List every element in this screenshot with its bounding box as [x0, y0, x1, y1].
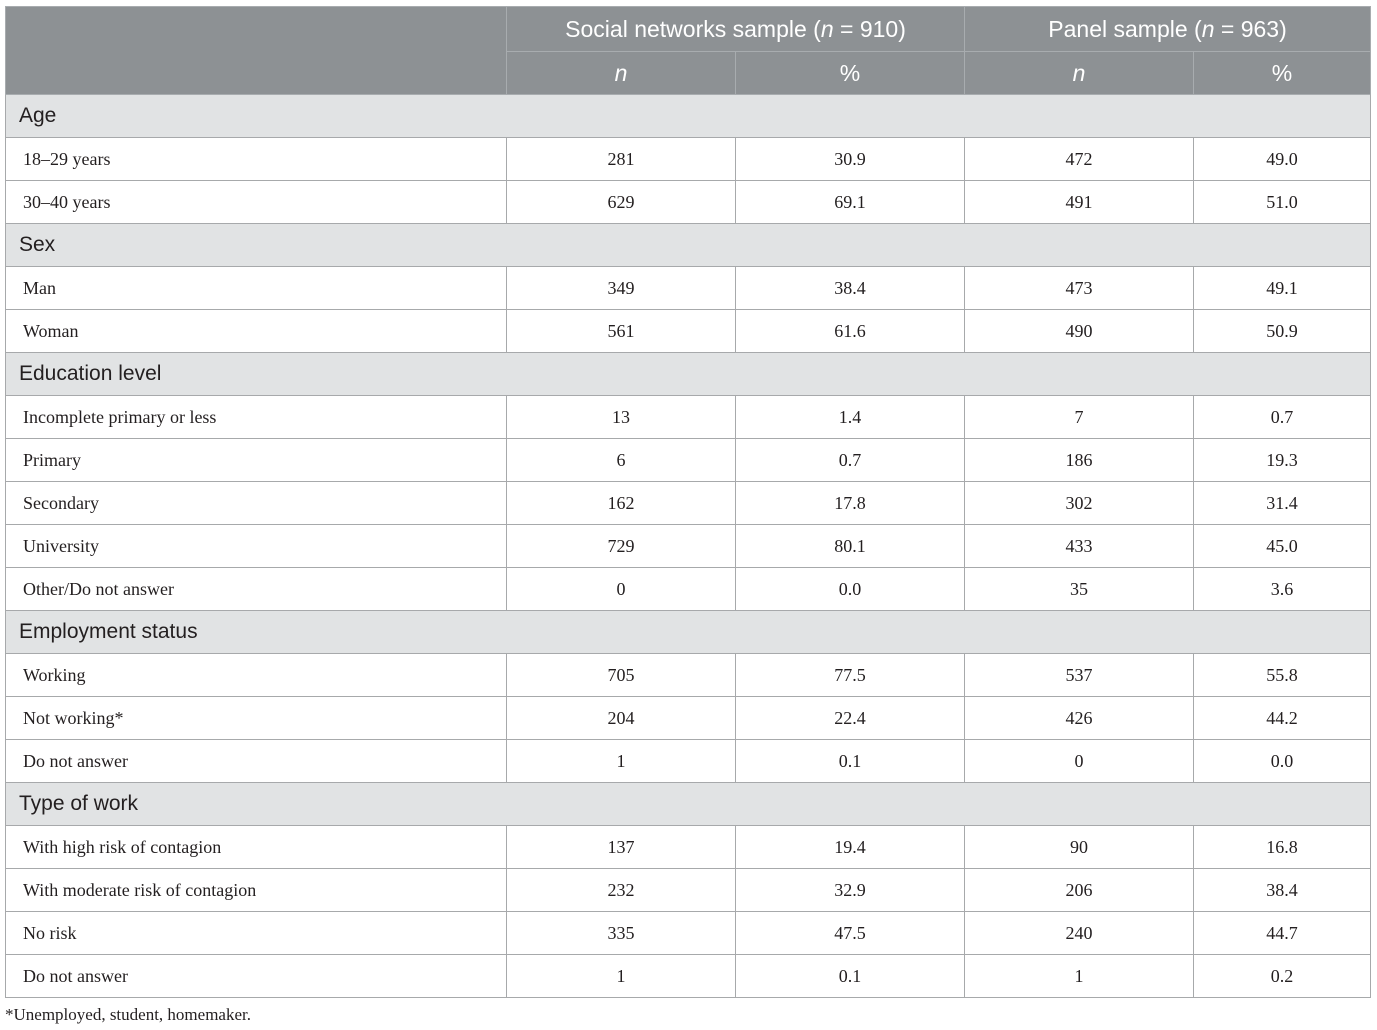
cell-panel-percent: 49.1: [1194, 267, 1371, 310]
cell-social-n: 6: [507, 439, 736, 482]
table-row: [6, 439, 1371, 482]
cell-social-percent: 32.9: [736, 869, 965, 912]
table-row: [6, 181, 1371, 224]
row-label: Incomplete primary or less: [6, 396, 507, 439]
cell-social-n: 281: [507, 138, 736, 181]
row-label: 30–40 years: [6, 181, 507, 224]
cell-social-percent: 0.7: [736, 439, 965, 482]
row-label: Secondary: [6, 482, 507, 525]
table-row: [6, 568, 1371, 611]
cell-panel-n: 1: [965, 955, 1194, 998]
table-row: [6, 310, 1371, 353]
table-row: [6, 740, 1371, 783]
table-row: [6, 396, 1371, 439]
cell-panel-n: 491: [965, 181, 1194, 224]
section-header-row: [6, 783, 1371, 826]
table-footnote: *Unemployed, student, homemaker.: [5, 1005, 251, 1024]
section-header-row: [6, 353, 1371, 396]
cell-panel-n: 433: [965, 525, 1194, 568]
section-title: Education level: [6, 353, 1371, 396]
group2-n-symbol: n: [1201, 15, 1215, 42]
cell-social-percent: 38.4: [736, 267, 965, 310]
cell-social-n: 0: [507, 568, 736, 611]
cell-panel-n: 490: [965, 310, 1194, 353]
demographics-table: [5, 6, 1371, 998]
cell-social-percent: 1.4: [736, 396, 965, 439]
row-label: Woman: [6, 310, 507, 353]
cell-panel-n: 537: [965, 654, 1194, 697]
table-row: [6, 654, 1371, 697]
cell-panel-percent: 3.6: [1194, 568, 1371, 611]
table-row: [6, 482, 1371, 525]
table-row: [6, 525, 1371, 568]
header-group-social-networks: [507, 7, 965, 52]
cell-panel-percent: 0.7: [1194, 396, 1371, 439]
section-header-row: [6, 95, 1371, 138]
cell-social-percent: 77.5: [736, 654, 965, 697]
subheader-panel-n: n: [965, 52, 1194, 95]
section-title: Sex: [6, 224, 1371, 267]
table-row: [6, 697, 1371, 740]
cell-panel-n: 206: [965, 869, 1194, 912]
cell-social-percent: 22.4: [736, 697, 965, 740]
row-label: Other/Do not answer: [6, 568, 507, 611]
cell-social-n: 335: [507, 912, 736, 955]
row-label: Do not answer: [6, 955, 507, 998]
subheader-social-n: n: [507, 52, 736, 95]
cell-panel-percent: 31.4: [1194, 482, 1371, 525]
row-label: With high risk of contagion: [6, 826, 507, 869]
cell-social-percent: 47.5: [736, 912, 965, 955]
cell-panel-percent: 16.8: [1194, 826, 1371, 869]
cell-social-n: 1: [507, 955, 736, 998]
row-label: Not working*: [6, 697, 507, 740]
row-label: Man: [6, 267, 507, 310]
cell-social-n: 204: [507, 697, 736, 740]
table-row: [6, 912, 1371, 955]
cell-social-percent: 19.4: [736, 826, 965, 869]
row-label: With moderate risk of contagion: [6, 869, 507, 912]
table-row: [6, 869, 1371, 912]
cell-social-percent: 61.6: [736, 310, 965, 353]
table-header: [6, 7, 1371, 95]
cell-social-n: 561: [507, 310, 736, 353]
header-row-groups: [6, 7, 1371, 52]
row-label: 18–29 years: [6, 138, 507, 181]
cell-panel-percent: 44.7: [1194, 912, 1371, 955]
cell-panel-percent: 45.0: [1194, 525, 1371, 568]
cell-panel-n: 7: [965, 396, 1194, 439]
group2-label: Panel sample (: [1048, 15, 1202, 42]
group1-n-symbol: n: [820, 15, 834, 42]
cell-panel-n: 473: [965, 267, 1194, 310]
cell-social-percent: 0.0: [736, 568, 965, 611]
cell-panel-n: 302: [965, 482, 1194, 525]
cell-social-n: 13: [507, 396, 736, 439]
group2-n-value: = 963): [1214, 15, 1287, 42]
cell-panel-percent: 0.2: [1194, 955, 1371, 998]
cell-panel-percent: 55.8: [1194, 654, 1371, 697]
cell-social-percent: 80.1: [736, 525, 965, 568]
cell-social-percent: 0.1: [736, 740, 965, 783]
section-header-row: [6, 224, 1371, 267]
cell-panel-n: 240: [965, 912, 1194, 955]
cell-panel-n: 0: [965, 740, 1194, 783]
cell-social-percent: 17.8: [736, 482, 965, 525]
cell-panel-percent: 51.0: [1194, 181, 1371, 224]
header-stub: [6, 7, 507, 95]
cell-social-n: 137: [507, 826, 736, 869]
cell-social-percent: 0.1: [736, 955, 965, 998]
cell-panel-n: 426: [965, 697, 1194, 740]
cell-panel-n: 472: [965, 138, 1194, 181]
table-row: [6, 955, 1371, 998]
table-row: [6, 826, 1371, 869]
section-header-row: [6, 611, 1371, 654]
cell-social-n: 349: [507, 267, 736, 310]
cell-panel-percent: 49.0: [1194, 138, 1371, 181]
table-body: [6, 95, 1371, 998]
group1-label: Social networks sample (: [565, 15, 821, 42]
cell-social-percent: 30.9: [736, 138, 965, 181]
group1-n-value: = 910): [833, 15, 906, 42]
table-row: [6, 267, 1371, 310]
section-title: Type of work: [6, 783, 1371, 826]
cell-social-n: 729: [507, 525, 736, 568]
row-label: Primary: [6, 439, 507, 482]
cell-panel-percent: 50.9: [1194, 310, 1371, 353]
cell-panel-n: 35: [965, 568, 1194, 611]
cell-panel-percent: 44.2: [1194, 697, 1371, 740]
cell-panel-n: 90: [965, 826, 1194, 869]
cell-social-n: 629: [507, 181, 736, 224]
cell-social-n: 162: [507, 482, 736, 525]
cell-panel-percent: 38.4: [1194, 869, 1371, 912]
cell-panel-percent: 0.0: [1194, 740, 1371, 783]
row-label: Working: [6, 654, 507, 697]
table-row: [6, 138, 1371, 181]
header-group-panel: [965, 7, 1371, 52]
cell-social-n: 705: [507, 654, 736, 697]
row-label: University: [6, 525, 507, 568]
row-label: Do not answer: [6, 740, 507, 783]
cell-panel-n: 186: [965, 439, 1194, 482]
cell-social-n: 1: [507, 740, 736, 783]
cell-social-n: 232: [507, 869, 736, 912]
section-title: Employment status: [6, 611, 1371, 654]
section-title: Age: [6, 95, 1371, 138]
subheader-social-percent: %: [736, 52, 965, 95]
row-label: No risk: [6, 912, 507, 955]
cell-panel-percent: 19.3: [1194, 439, 1371, 482]
subheader-panel-percent: %: [1194, 52, 1371, 95]
cell-social-percent: 69.1: [736, 181, 965, 224]
